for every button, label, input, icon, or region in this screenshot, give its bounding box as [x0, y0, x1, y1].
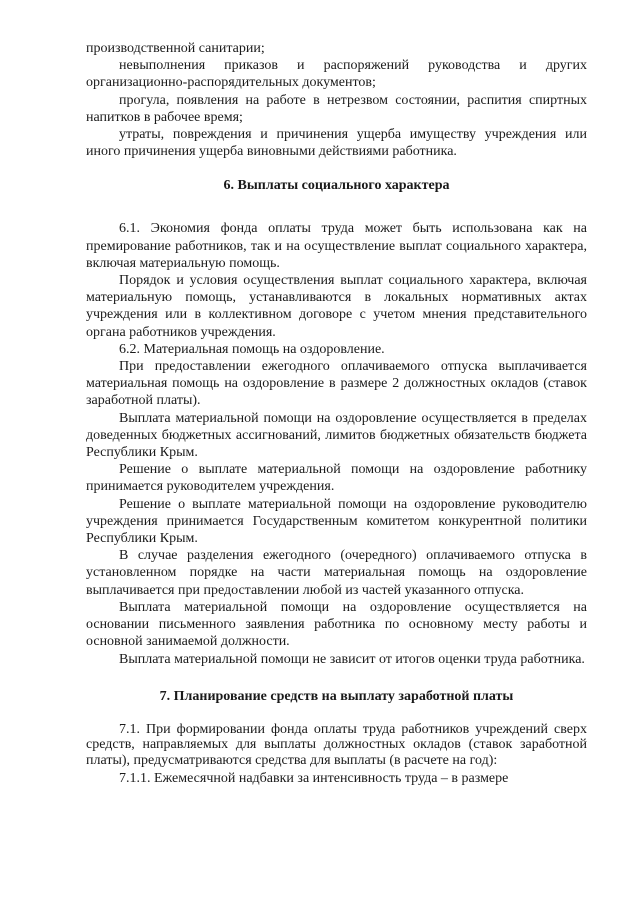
paragraph: 7.1.1. Ежемесячной надбавки за интенсивность труда – в размере — [119, 771, 509, 787]
paragraph: Порядок и условия осуществления выплат социального характера, включая материальную помощь, устанавливаются в локальных нормативных актах учреждения или в коллективном договоре с учетом мнения представительного органа работников учреждения. — [86, 273, 587, 340]
paragraph: Решение о выплате материальной помощи на оздоровление руководителю учреждения принимается Государственным комитетом конкурентной политики Республики Крым. — [86, 496, 587, 547]
paragraph: производственной санитарии; — [86, 41, 265, 56]
paragraph: невыполнения приказов и распоряжений руководства и других организационно-распорядительных документов; — [86, 58, 587, 91]
paragraph: утраты, повреждения и причинения ущерба имуществу учреждения или иного причинения ущерба виновными действиями работника. — [86, 127, 587, 160]
paragraph: Выплата материальной помощи на оздоровление осуществляется в пределах доведенных бюджетных ассигнований, лимитов бюджетных обязательств бюджета Республики Крым. — [86, 410, 587, 461]
section-7-heading: 7. Планирование средств на выплату заработной платы — [159, 688, 514, 704]
section-6-heading: 6. Выплаты социального характера — [223, 178, 450, 194]
paragraph: 6.2. Материальная помощь на оздоровление. — [119, 341, 385, 357]
paragraph: При предоставлении ежегодного оплачиваемого отпуска выплачивается материальная помощь на оздоровление в размере 2 должностных окладов (ставок заработной платы). — [86, 359, 587, 409]
paragraph: прогула, появления на работе в нетрезвом состоянии, распития спиртных напитков в рабочее время; — [86, 92, 587, 125]
paragraph: Решение о выплате материальной помощи на оздоровление работнику принимается руководителем учреждения. — [86, 462, 587, 495]
paragraph: 7.1. При формировании фонда оплаты труда работников учреждений сверх средств, направляемых для выплаты должностных окладов (ставок заработной платы), предусматриваются средства для выплаты (в расчете на год): — [86, 721, 587, 768]
paragraph: Выплата материальной помощи на оздоровление осуществляется на основании письменного заявления работника по основному месту работы и основной занимаемой должности. — [86, 599, 587, 650]
paragraph: Выплата материальной помощи не зависит от итогов оценки труда работника. — [119, 651, 585, 667]
paragraph: В случае разделения ежегодного (очередного) оплачиваемого отпуска в установленном порядке на части материальная помощь на оздоровление выплачивается при предоставлении любой из частей указанного отпуска. — [86, 548, 587, 598]
paragraph: 6.1. Экономия фонда оплаты труда может быть использована как на премирование работников, так и на осуществление выплат социального характера, включая материальную помощь. — [86, 221, 587, 271]
document-page — [86, 40, 587, 787]
